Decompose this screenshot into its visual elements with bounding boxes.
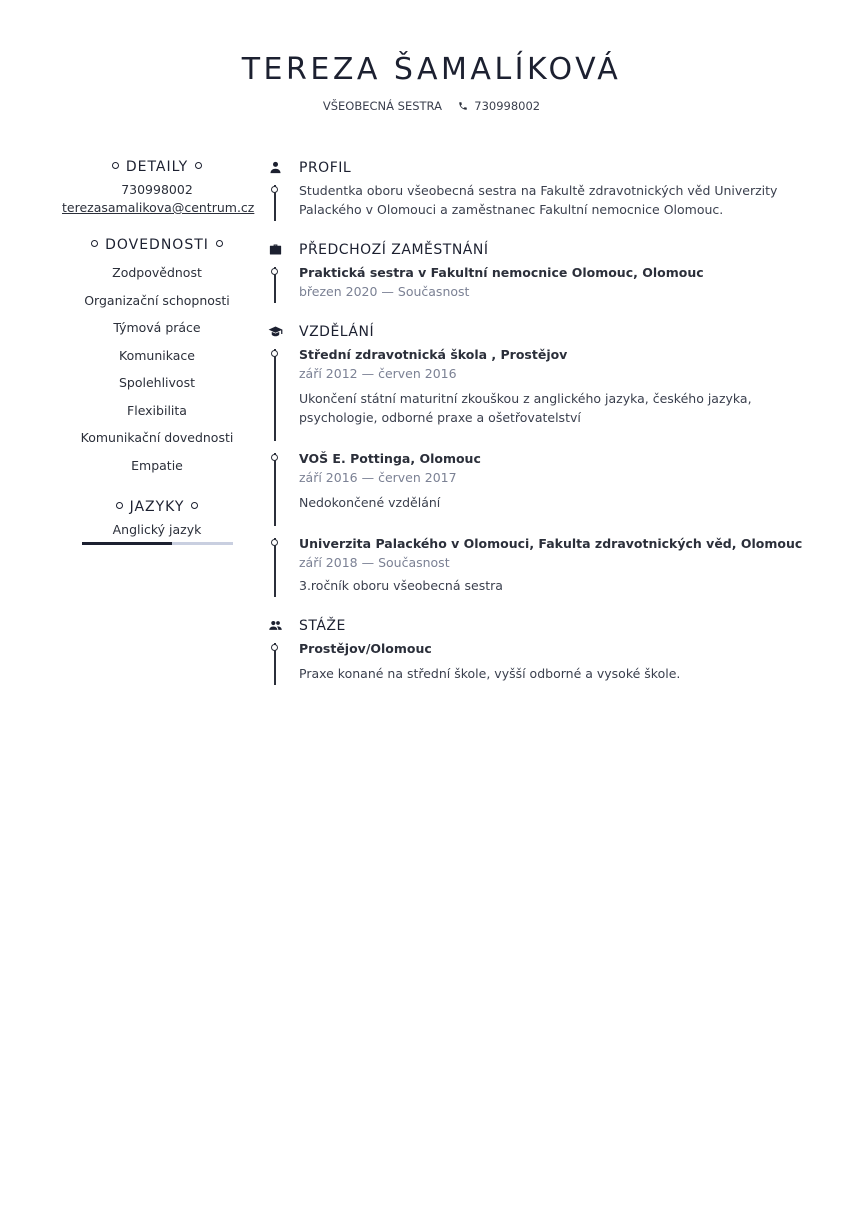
employment-entry [299,263,813,301]
skill-item: Flexibilita [127,402,187,418]
bullet-icon [191,502,198,509]
skill-item: Týmová práce [113,320,201,335]
education-desc: 3.ročník oboru všeobecná sestra [299,578,503,593]
skill-item: Komunikace [119,347,195,363]
main-content [268,155,813,701]
email-link[interactable]: terezasamalikova@centrum.cz [62,200,255,215]
education-entry [299,534,813,595]
internship-desc: Praxe konané na střední škole, vyšší odborné a vysoké škole. [299,666,681,681]
skill-item: Spolehlivost [118,375,195,390]
language-level-fill [82,542,173,545]
person-icon [268,160,283,175]
people-icon [268,618,283,633]
profile-text: Studentka oboru všeobecná sestra na Fakultě zdravotnických věd Univerzity Palackého v Olomouci a zaměstnanec Fakultní nemocnice Olomouc. [299,183,778,217]
details-section [62,155,255,217]
person-name: TEREZA ŠAMALÍKOVÁ [241,52,622,87]
graduation-cap-icon [268,324,283,339]
timeline-node [271,268,278,275]
education-section [268,319,813,595]
education-entry [299,449,813,512]
skill-item: Zodpovědnost [112,265,202,280]
internships-heading: STÁŽE [299,618,346,634]
internships-section [268,613,813,683]
timeline-line [274,453,276,526]
details-phone: 730998002 [121,182,193,197]
profile-section [268,155,813,219]
timeline-node [271,454,278,461]
education-date: září 2016 — červen 2017 [299,470,457,485]
timeline-node [271,644,278,651]
skills-section [62,233,252,479]
sidebar [62,155,255,561]
bullet-icon [116,502,123,509]
education-title: Střední zdravotnická škola , Prostějov [299,347,568,362]
bullet-icon [216,240,223,247]
skill-item: Komunikační dovednosti [80,430,234,445]
job-title: VŠEOBECNÁ SESTRA [322,99,442,113]
timeline-node [271,186,278,193]
phone-icon [458,101,468,111]
timeline-line [274,349,276,441]
education-entry [299,345,813,427]
language-name: Anglický jazyk [112,522,202,537]
bullet-icon [195,162,202,169]
languages-heading-label: JAZYKY [129,499,185,515]
education-desc: Nedokončené vzdělání [299,495,441,510]
internship-entry [299,639,813,683]
profile-heading: PROFIL [299,160,352,176]
employment-title: Praktická sestra v Fakultní nemocnice Olomouc, Olomouc [299,265,704,280]
employment-heading: PŘEDCHOZÍ ZAMĚSTNÁNÍ [299,242,489,258]
employment-section [268,237,813,301]
employment-date: březen 2020 — Současnost [299,284,470,299]
header-phone: 730998002 [474,99,541,113]
skills-heading [62,233,252,257]
bullet-icon [91,240,98,247]
bullet-icon [112,162,119,169]
details-heading-label: DETAILY [125,159,189,175]
timeline-node [271,350,278,357]
header-subline [0,98,863,114]
education-title: VOŠ E. Pottinga, Olomouc [299,451,481,466]
education-desc: Ukončení státní maturitní zkouškou z anglického jazyka, českého jazyka, psychologie, odborné praxe a ošetřovatelství [299,391,752,425]
languages-section [62,495,252,545]
resume-header [0,48,863,114]
skill-item: Organizační schopnosti [84,292,230,308]
profile-entry [299,181,813,219]
education-heading: VZDĚLÁNÍ [299,324,375,340]
language-level-bar [82,542,233,545]
timeline-line [274,538,276,597]
details-heading [62,155,252,179]
education-title: Univerzita Palackého v Olomouci, Fakulta zdravotnických věd, Olomouc [299,536,803,551]
skills-heading-label: DOVEDNOSTI [105,237,209,253]
internship-title: Prostějov/Olomouc [299,641,432,656]
timeline-node [271,539,278,546]
briefcase-icon [268,242,283,257]
languages-heading [62,495,252,519]
skill-item: Empatie [131,457,183,473]
education-date: září 2012 — červen 2016 [299,366,457,381]
education-date: září 2018 — Současnost [299,555,450,570]
